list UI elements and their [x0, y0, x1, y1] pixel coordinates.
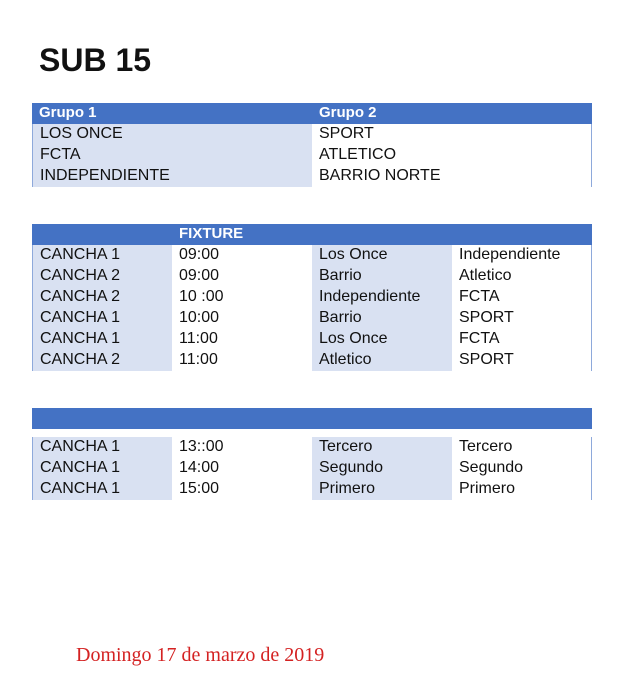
- court-cell: CANCHA 1: [32, 308, 172, 329]
- time-cell: 13::00: [172, 437, 312, 458]
- page-title: SUB 15: [39, 42, 152, 78]
- team-away-cell: SPORT: [452, 308, 592, 329]
- team-away-cell: Tercero: [452, 437, 592, 458]
- team-home-cell: Barrio: [312, 308, 452, 329]
- team-away-cell: FCTA: [452, 287, 592, 308]
- group-1-team: LOS ONCE: [32, 124, 312, 145]
- finals-header-blank: [32, 408, 592, 429]
- finals-header-row: [32, 408, 592, 429]
- fixture-header-blank: [32, 224, 172, 245]
- team-home-cell: Tercero: [312, 437, 452, 458]
- team-away-cell: Segundo: [452, 458, 592, 479]
- team-home-cell: Atletico: [312, 350, 452, 371]
- finals-table: [32, 408, 592, 500]
- table-row: [32, 329, 592, 350]
- team-away-cell: SPORT: [452, 350, 592, 371]
- table-row: [32, 479, 592, 500]
- table-row: [32, 458, 592, 479]
- group-1-team: FCTA: [32, 145, 312, 166]
- team-home-cell: Independiente: [312, 287, 452, 308]
- table-row: [32, 308, 592, 329]
- court-cell: CANCHA 2: [32, 350, 172, 371]
- group-2-team: BARRIO NORTE: [312, 166, 592, 187]
- fixture-table: [32, 224, 592, 371]
- team-home-cell: Los Once: [312, 245, 452, 266]
- table-row: [32, 166, 592, 187]
- group-2-team: ATLETICO: [312, 145, 592, 166]
- group-1-header: Grupo 1: [39, 104, 97, 121]
- table-row: [32, 287, 592, 308]
- time-cell: 09:00: [172, 266, 312, 287]
- finals-spacer: [32, 429, 592, 437]
- time-cell: 15:00: [172, 479, 312, 500]
- court-cell: CANCHA 1: [32, 329, 172, 350]
- team-away-cell: FCTA: [452, 329, 592, 350]
- time-cell: 11:00: [172, 350, 312, 371]
- court-cell: CANCHA 1: [32, 458, 172, 479]
- court-cell: CANCHA 2: [32, 266, 172, 287]
- table-row: [32, 245, 592, 266]
- group-2-header: Grupo 2: [319, 104, 377, 121]
- time-cell: 09:00: [172, 245, 312, 266]
- team-away-cell: Atletico: [452, 266, 592, 287]
- group-2-team: SPORT: [312, 124, 592, 145]
- table-row: [32, 145, 592, 166]
- groups-table: [32, 103, 592, 187]
- court-cell: CANCHA 1: [32, 245, 172, 266]
- court-cell: CANCHA 1: [32, 479, 172, 500]
- court-cell: CANCHA 1: [32, 437, 172, 458]
- table-row: [32, 350, 592, 371]
- time-cell: 11:00: [172, 329, 312, 350]
- group-1-team: INDEPENDIENTE: [32, 166, 312, 187]
- team-away-cell: Primero: [452, 479, 592, 500]
- table-row: [32, 266, 592, 287]
- team-home-cell: Barrio: [312, 266, 452, 287]
- time-cell: 14:00: [172, 458, 312, 479]
- team-away-cell: Independiente: [452, 245, 592, 266]
- fixture-header: FIXTURE: [179, 225, 244, 242]
- team-home-cell: Primero: [312, 479, 452, 500]
- table-row: [32, 124, 592, 145]
- time-cell: 10 :00: [172, 287, 312, 308]
- event-date: Domingo 17 de marzo de 2019: [76, 644, 325, 666]
- team-home-cell: Los Once: [312, 329, 452, 350]
- groups-header-row: [32, 103, 592, 124]
- table-row: [32, 437, 592, 458]
- team-home-cell: Segundo: [312, 458, 452, 479]
- fixture-header-row: [32, 224, 592, 245]
- time-cell: 10:00: [172, 308, 312, 329]
- court-cell: CANCHA 2: [32, 287, 172, 308]
